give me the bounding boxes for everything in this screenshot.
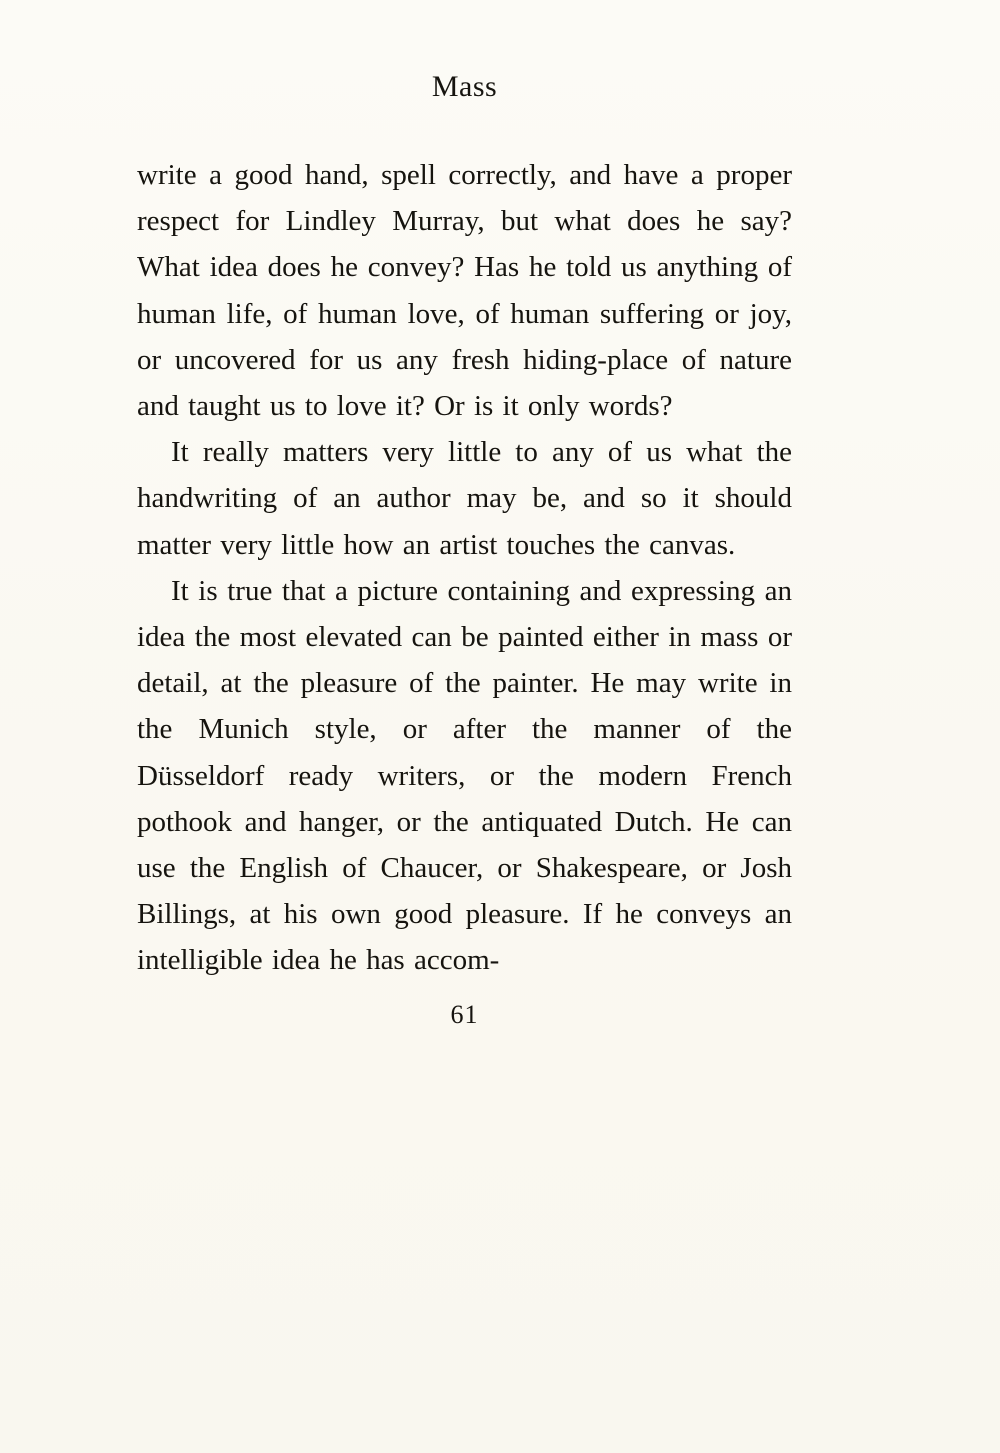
running-header: Mass	[431, 70, 498, 103]
body-text	[137, 152, 792, 984]
paragraph-2: It really matters very little to any of us what the handwriting of an author may be, and so it should matter very little how an artist touches the canvas.	[137, 436, 792, 561]
text-column	[137, 70, 792, 1030]
paragraph-1: write a good hand, spell correctly, and have a proper respect for Lindley Murray, but what does he say? What idea does he convey? Has he told us anything of human life, of human love, of human suffering or joy, or uncovered for us any fresh hiding-place of nature and taught us to love it? Or is it only words?	[137, 159, 792, 423]
paragraph-3: It is true that a picture containing and expressing an idea the most elevated can be painted either in mass or detail, at the pleasure of the painter. He may write in the Munich style, or after the manner of the Düsseldorf ready writers, or the modern French pothook and hanger, or the antiquated Dutch. He can use the English of Chaucer, or Shakespeare, or Josh Billings, at his own good pleasure. If he conveys an intelligible idea he has accom-	[137, 574, 792, 977]
page-number: 61	[450, 999, 479, 1029]
